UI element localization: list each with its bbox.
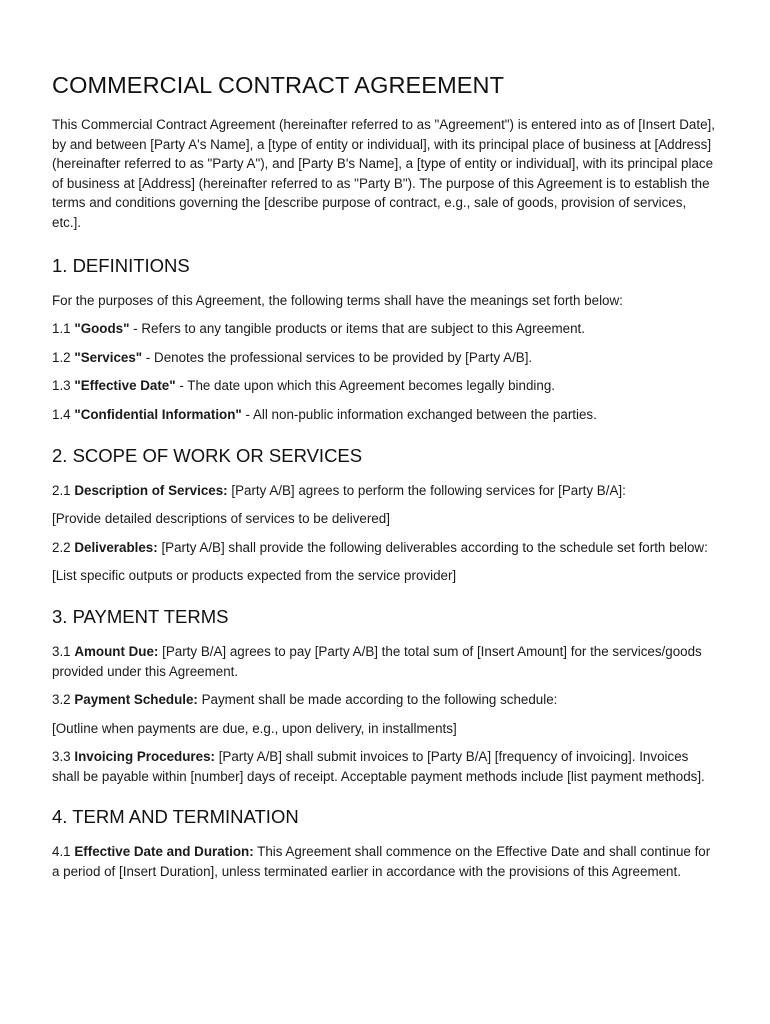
clause-term: Invoicing Procedures: xyxy=(74,749,215,765)
clause-term: "Goods" xyxy=(74,321,130,337)
placeholder-text: [List specific outputs or products expected from the service provider] xyxy=(52,568,457,584)
clause-number: 1.2 xyxy=(52,349,75,365)
section-heading: 4. TERM AND TERMINATION xyxy=(52,806,299,828)
clause xyxy=(52,319,718,339)
clause-number: 1.3 xyxy=(52,378,75,394)
section-heading: 1. DEFINITIONS xyxy=(52,254,190,276)
clause-term: Effective Date and Duration: xyxy=(74,844,254,860)
clause-number: 2.2 xyxy=(52,539,75,555)
intro-paragraph: This Commercial Contract Agreement (hereinafter referred to as "Agreement") is entered into as of [Insert Date], by and between [Party A's Name], a [type of entity or individual], with its principal place of business at [Address] (hereinafter referred to as "Party A"), and [Party B's Name], a [type of entity or individual], with its principal place of business at [Address] (hereinafter referred to as "Party B"). The purpose of this Agreement is to establish the terms and conditions governing the [describe purpose of contract, e.g., sale of goods, provision of services, etc.]. xyxy=(52,117,715,230)
clause-term: Deliverables: xyxy=(74,539,158,555)
placeholder-text: [Provide detailed descriptions of services to be delivered] xyxy=(52,511,390,527)
section-heading: 2. SCOPE OF WORK OR SERVICES xyxy=(52,444,363,466)
clause-text: [Party A/B] agrees to perform the following services for [Party B/A]: xyxy=(227,482,626,498)
clause-number: 3.2 xyxy=(52,692,75,708)
section-term-termination xyxy=(52,806,718,881)
section-payment xyxy=(52,606,718,787)
clause-text: This Agreement shall commence on the Effective Date and shall continue for a period of [Insert Duration], unless terminated earlier in accordance with the provisions of this Agreement. xyxy=(52,844,711,880)
clause xyxy=(52,747,718,786)
clause-text: - Refers to any tangible products or items that are subject to this Agreement. xyxy=(129,321,585,337)
clause-term: "Confidential Information" xyxy=(74,406,242,422)
clause xyxy=(52,348,718,368)
section-definitions xyxy=(52,255,718,425)
clause-text: [Party A/B] shall submit invoices to [Party B/A] [frequency of invoicing]. Invoices shall be payable within [number] days of receipt. Acceptable payment methods include [list payment methods]. xyxy=(52,749,705,784)
clause-text: - Denotes the professional services to be provided by [Party A/B]. xyxy=(142,349,533,365)
clause xyxy=(52,642,718,681)
clause-number: 2.1 xyxy=(52,482,75,498)
section-lead: For the purposes of this Agreement, the following terms shall have the meanings set forth below: xyxy=(52,292,623,308)
clause xyxy=(52,538,718,558)
clause-text: - The date upon which this Agreement becomes legally binding. xyxy=(175,378,555,394)
clause xyxy=(52,481,718,501)
clause-text: [Party B/A] agrees to pay [Party A/B] the total sum of [Insert Amount] for the services/goods provided under this Agreement. xyxy=(52,643,702,679)
clause-term: Description of Services: xyxy=(74,482,228,498)
clause xyxy=(52,842,718,881)
clause xyxy=(52,376,718,396)
document-title: COMMERCIAL CONTRACT AGREEMENT xyxy=(52,72,505,98)
clause xyxy=(52,690,718,710)
clause-number: 4.1 xyxy=(52,844,75,860)
clause-term: "Services" xyxy=(74,349,143,365)
placeholder-text: [Outline when payments are due, e.g., upon delivery, in installments] xyxy=(52,720,457,736)
clause-term: Amount Due: xyxy=(74,643,159,659)
clause-number: 1.4 xyxy=(52,406,75,422)
clause-number: 1.1 xyxy=(52,321,75,337)
section-heading: 3. PAYMENT TERMS xyxy=(52,605,229,627)
clause-number: 3.1 xyxy=(52,643,75,659)
clause-number: 3.3 xyxy=(52,749,75,765)
clause-term: Payment Schedule: xyxy=(74,692,198,708)
clause xyxy=(52,405,718,425)
clause-term: "Effective Date" xyxy=(74,378,176,394)
section-scope xyxy=(52,445,718,586)
clause-text: [Party A/B] shall provide the following deliverables according to the schedule set forth below: xyxy=(157,539,708,555)
clause-text: - All non-public information exchanged between the parties. xyxy=(241,406,597,422)
clause-text: Payment shall be made according to the following schedule: xyxy=(197,692,558,708)
